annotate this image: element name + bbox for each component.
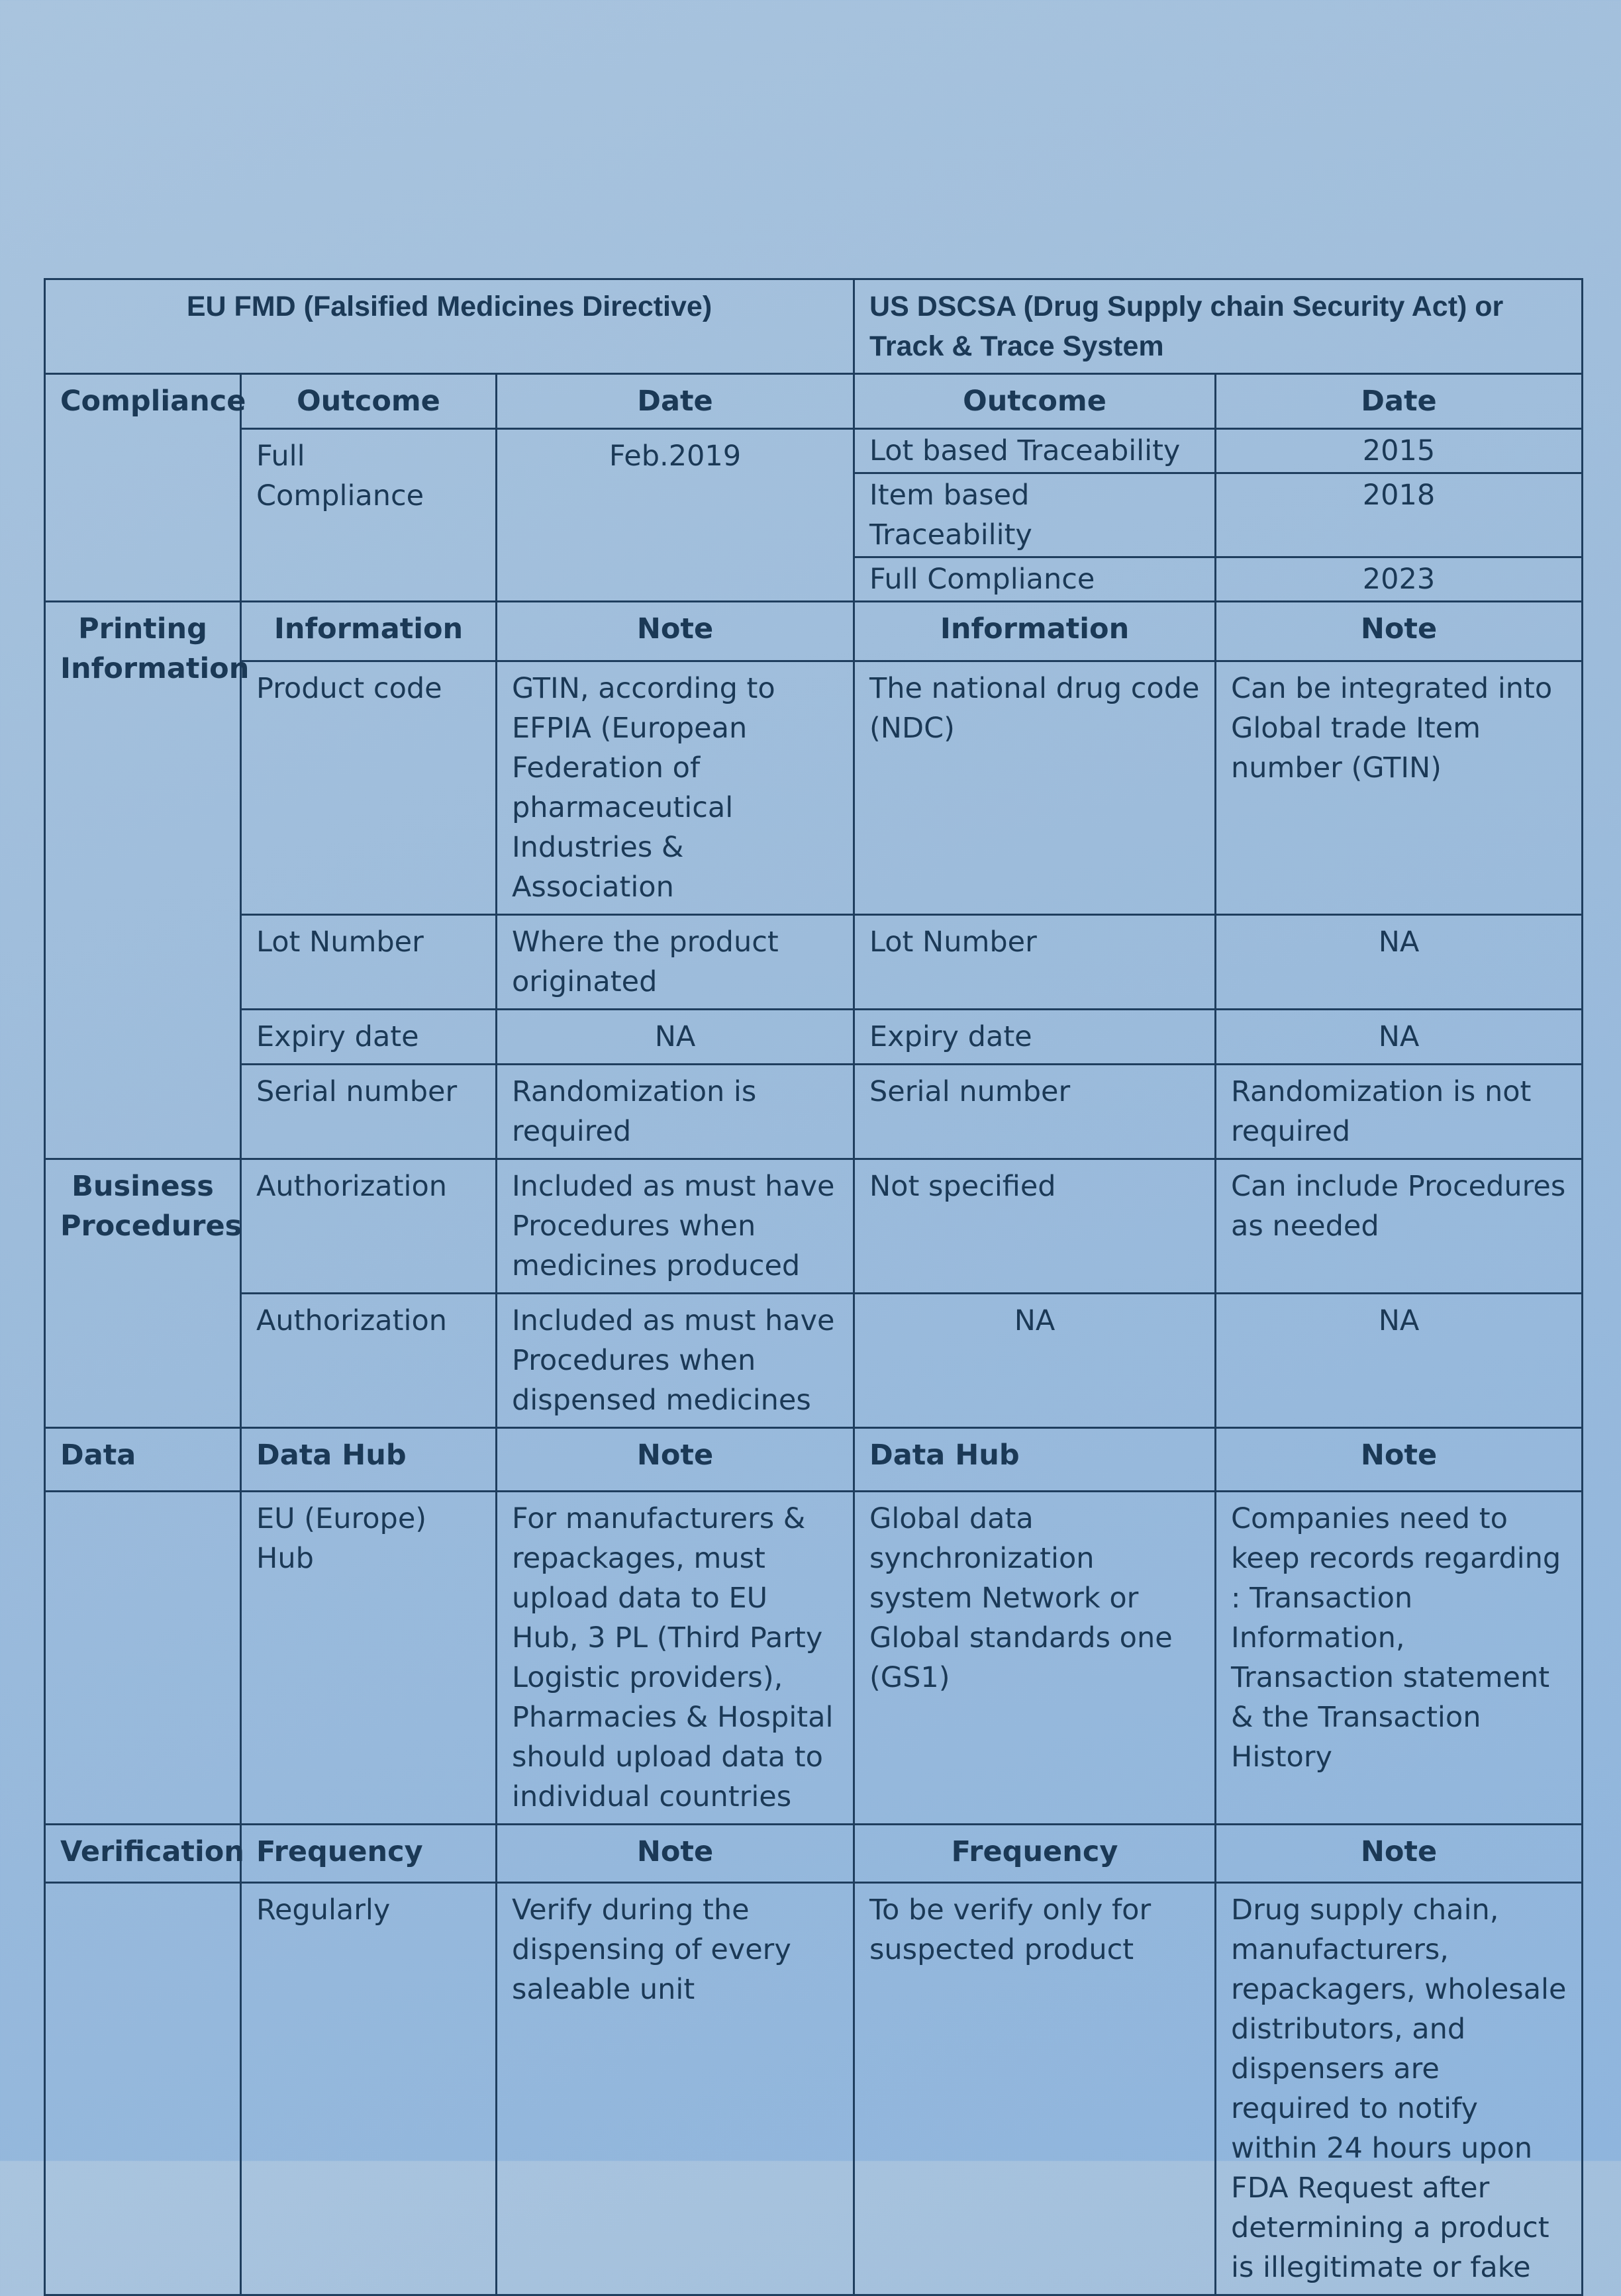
us-verification-note: Drug supply chain, manufacturers, repackagers, wholesale distributors, and dispensers are required to notify within 24 hours upon FDA Request after determining a product is illegitimate or fake: [1216, 1883, 1583, 2295]
us-data-hub-header: Data Hub: [854, 1428, 1216, 1492]
us-date-header: Date: [1216, 374, 1583, 429]
us-product-code: The national drug code (NDC): [854, 661, 1216, 915]
us-frequency-header: Frequency: [854, 1825, 1216, 1883]
eu-outcome-header: Outcome: [241, 374, 497, 429]
us-date-lot: 2015: [1216, 429, 1583, 473]
eu-lot-number-note: Where the product originated: [497, 915, 854, 1010]
us-data-hub: Global data synchronization system Network or Global standards one (GS1): [854, 1492, 1216, 1825]
us-note-header: Note: [1216, 602, 1583, 661]
eu-serial-number: Serial number: [241, 1065, 497, 1159]
us-verification-note-header: Note: [1216, 1825, 1583, 1883]
us-expiry-date-note: NA: [1216, 1010, 1583, 1065]
compliance-section-label: Compliance: [45, 374, 241, 602]
data-empty-cell: [45, 1492, 241, 1825]
eu-product-code-note: GTIN, according to EFPIA (European Federation of pharmaceutical Industries & Association: [497, 661, 854, 915]
eu-serial-number-note: Randomization is required: [497, 1065, 854, 1159]
us-authorization-2: NA: [854, 1294, 1216, 1428]
eu-compliance-date: Feb.2019: [497, 429, 854, 602]
us-expiry-date: Expiry date: [854, 1010, 1216, 1065]
data-section-label: Data: [45, 1428, 241, 1492]
eu-data-note-header: Note: [497, 1428, 854, 1492]
us-lot-number-note: NA: [1216, 915, 1583, 1010]
us-lot-number: Lot Number: [854, 915, 1216, 1010]
us-serial-number-note: Randomization is not required: [1216, 1065, 1583, 1159]
us-authorization-1-note: Can include Procedures as needed: [1216, 1159, 1583, 1294]
eu-information-header: Information: [241, 602, 497, 661]
us-outcome-item: Item based Traceability: [854, 473, 1216, 557]
business-section-label: Business Procedures: [45, 1159, 241, 1428]
us-frequency: To be verify only for suspected product: [854, 1883, 1216, 2295]
eu-data-hub-header: Data Hub: [241, 1428, 497, 1492]
eu-expiry-date-note: NA: [497, 1010, 854, 1065]
us-outcome-header: Outcome: [854, 374, 1216, 429]
us-authorization-1: Not specified: [854, 1159, 1216, 1294]
us-serial-number: Serial number: [854, 1065, 1216, 1159]
us-information-header: Information: [854, 602, 1216, 661]
us-data-note-header: Note: [1216, 1428, 1583, 1492]
eu-frequency-header: Frequency: [241, 1825, 497, 1883]
eu-product-code: Product code: [241, 661, 497, 915]
us-product-code-note: Can be integrated into Global trade Item number (GTIN): [1216, 661, 1583, 915]
eu-note-header: Note: [497, 602, 854, 661]
comparison-table: [44, 278, 1583, 2296]
eu-compliance-outcome: Full Compliance: [241, 429, 497, 602]
us-authorization-2-note: NA: [1216, 1294, 1583, 1428]
us-outcome-full: Full Compliance: [854, 557, 1216, 602]
us-date-full: 2023: [1216, 557, 1583, 602]
eu-authorization-1: Authorization: [241, 1159, 497, 1294]
eu-frequency: Regularly: [241, 1883, 497, 2295]
us-dscsa-title: US DSCSA (Drug Supply chain Security Act) or Track & Trace System: [854, 279, 1583, 374]
eu-data-note: For manufacturers & repackages, must upload data to EU Hub, 3 PL (Third Party Logistic providers), Pharmacies & Hospital should upload data to individual countries: [497, 1492, 854, 1825]
eu-verification-note-header: Note: [497, 1825, 854, 1883]
eu-verification-note: Verify during the dispensing of every saleable unit: [497, 1883, 854, 2295]
eu-authorization-1-note: Included as must have Procedures when medicines produced: [497, 1159, 854, 1294]
us-date-item: 2018: [1216, 473, 1583, 557]
eu-authorization-2-note: Included as must have Procedures when dispensed medicines: [497, 1294, 854, 1428]
verification-section-label: Verification: [45, 1825, 241, 1883]
eu-expiry-date: Expiry date: [241, 1010, 497, 1065]
eu-authorization-2: Authorization: [241, 1294, 497, 1428]
eu-data-hub: EU (Europe) Hub: [241, 1492, 497, 1825]
eu-lot-number: Lot Number: [241, 915, 497, 1010]
eu-fmd-title: EU FMD (Falsified Medicines Directive): [45, 279, 854, 374]
us-outcome-lot: Lot based Traceability: [854, 429, 1216, 473]
verification-empty-cell: [45, 1883, 241, 2295]
eu-date-header: Date: [497, 374, 854, 429]
us-data-note: Companies need to keep records regarding : Transaction Information, Transaction statement & the Transaction History: [1216, 1492, 1583, 1825]
printing-section-label: Printing Information: [45, 602, 241, 1159]
